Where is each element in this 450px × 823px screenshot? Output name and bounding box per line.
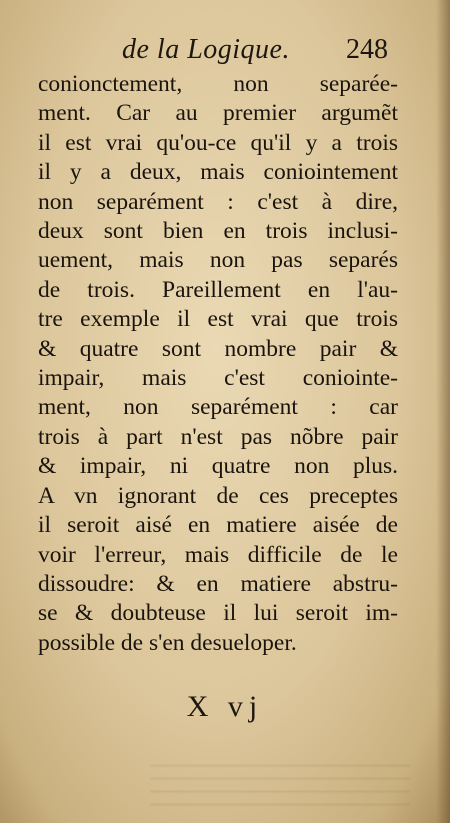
text-line: deux sont bien en trois inclusi- — [38, 218, 398, 245]
text-line: possible de s'en desueloper. — [38, 629, 297, 656]
text-line: uement, mais non pas separés — [38, 247, 398, 274]
text-line: trois à part n'est pas nõbre pair — [38, 423, 398, 450]
signature-mark: X vj — [186, 690, 264, 723]
page-number: 248 — [346, 34, 388, 65]
text-line: tre exemple il est vrai que trois — [38, 306, 398, 333]
text-line: se & doubteuse il lui seroit im- — [38, 600, 398, 627]
text-line: voir l'erreur, mais difficile de le — [38, 541, 398, 568]
text-line: il est vrai qu'ou-ce qu'il y a trois — [38, 129, 398, 156]
text-line: ment. Car au premier argumẽt — [38, 100, 398, 127]
text-line: il y a deux, mais coniointement — [38, 159, 398, 186]
text-line: impair, mais c'est coniointe- — [38, 365, 398, 392]
page-header — [40, 30, 392, 70]
text-line: ment, non separément : car — [38, 394, 398, 421]
show-through-texture — [150, 755, 410, 815]
text-line: conionctement, non separée- — [38, 71, 398, 97]
text-line: A vn ignorant de ces preceptes — [38, 482, 398, 509]
body-text — [38, 70, 398, 658]
running-title: de la Logique. — [122, 34, 290, 65]
text-line: il seroit aisé en matiere aisée de — [38, 512, 398, 539]
text-line: de trois. Pareillement en l'au- — [38, 276, 398, 303]
text-line: & impair, ni quatre non plus. — [38, 453, 398, 480]
text-line: dissoudre: & en matiere abstru- — [38, 570, 398, 597]
text-line: non separément : c'est à dire, — [38, 188, 398, 215]
text-line: & quatre sont nombre pair & — [38, 335, 398, 362]
